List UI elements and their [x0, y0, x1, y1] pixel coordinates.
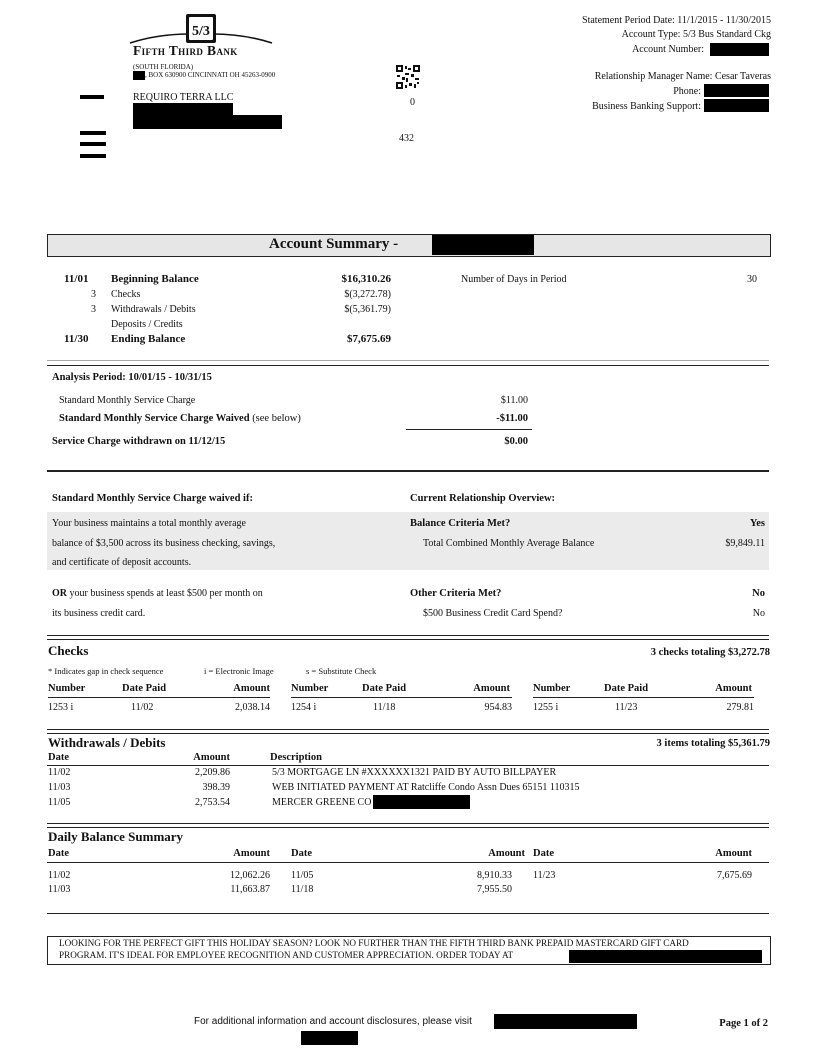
statement-period-label: Statement Period Date:	[582, 15, 675, 26]
smsc-label: Standard Monthly Service Charge	[59, 395, 196, 406]
phone-label: Phone:	[673, 86, 701, 97]
col-date: Date	[48, 848, 69, 859]
credit-spend-value: No	[752, 608, 765, 619]
waiver-title: Standard Monthly Service Charge waived if:	[52, 493, 253, 504]
days-label: Number of Days in Period	[461, 274, 567, 285]
days-value: 30	[747, 274, 757, 285]
daily-amount: 11,663.87	[230, 884, 270, 895]
col-amount: Amount	[193, 752, 230, 763]
col-date: Date	[291, 848, 312, 859]
summary-amount: $(5,361.79)	[344, 304, 391, 315]
withdrawal-desc: WEB INITIATED PAYMENT AT Ratcliffe Condo Assn Dues 65151 110315	[272, 782, 580, 793]
col-date: Date	[48, 752, 69, 763]
waiver-or-line	[52, 588, 263, 599]
summary-label: Withdrawals / Debits	[111, 304, 196, 315]
summary-amount: $(3,272.78)	[344, 289, 391, 300]
col-amount: Amount	[715, 683, 752, 694]
daily-amount: 8,910.33	[477, 870, 512, 881]
check-amount: 954.83	[484, 702, 512, 713]
col-number: Number	[291, 683, 329, 694]
bank-region: (SOUTH FLORIDA)	[133, 63, 194, 71]
waiver-text: its business credit card.	[52, 608, 146, 619]
withdrawal-amount: 398.39	[202, 782, 230, 793]
summary-date: 11/01	[64, 273, 89, 285]
divider	[47, 470, 769, 472]
withdrawal-amount: 2,209.86	[195, 767, 230, 778]
col-number: Number	[533, 683, 571, 694]
relationship-manager	[595, 71, 771, 82]
redaction	[432, 235, 534, 255]
withdrawal-date: 11/05	[48, 797, 71, 808]
account-type-value: 5/3 Bus Standard Ckg	[682, 29, 771, 40]
relationship-title: Current Relationship Overview:	[410, 493, 556, 504]
waiver-text: balance of $3,500 across its business checking, savings,	[52, 538, 276, 549]
divider	[533, 697, 754, 698]
col-amount: Amount	[488, 848, 525, 859]
check-date: 11/23	[615, 702, 638, 713]
statement-period-value: 11/1/2015 - 11/30/2015	[677, 15, 771, 26]
daily-amount: 12,062.26	[230, 870, 270, 881]
daily-date: 11/03	[48, 884, 71, 895]
check-number: 1254 i	[291, 702, 317, 713]
waiver-or: OR	[52, 588, 67, 599]
daily-date: 11/05	[291, 870, 314, 881]
summary-label: Checks	[111, 289, 141, 300]
check-number: 1253 i	[48, 702, 74, 713]
checks-title: Checks	[48, 643, 89, 658]
daily-amount: 7,675.69	[717, 870, 752, 881]
balance-criteria-value: Yes	[749, 518, 765, 529]
summary-label: Beginning Balance	[111, 273, 199, 285]
daily-date: 11/23	[533, 870, 556, 881]
waived-label: Standard Monthly Service Charge Waived	[59, 413, 250, 424]
mail-bar	[80, 142, 106, 146]
col-date: Date	[533, 848, 554, 859]
divider	[47, 913, 769, 914]
checks-legend: * Indicates gap in check sequence	[48, 666, 164, 676]
tcmab-value: $9,849.11	[725, 538, 765, 549]
divider	[47, 733, 769, 734]
bank-address: , BOX 630900 CINCINNATI OH 45263-0900	[145, 71, 276, 79]
redaction	[494, 1014, 637, 1029]
col-amount: Amount	[715, 848, 752, 859]
footer-disclosure: For additional information and account disclosures, please visit	[194, 1016, 472, 1027]
mail-bar	[80, 154, 106, 158]
col-number: Number	[48, 683, 86, 694]
waived-value: -$11.00	[496, 413, 528, 424]
divider	[47, 360, 769, 361]
divider	[47, 823, 769, 824]
waived-line	[59, 413, 301, 424]
divider	[406, 429, 532, 430]
divider	[291, 697, 512, 698]
daily-amount: 7,955.50	[477, 884, 512, 895]
summary-label: Deposits / Credits	[111, 319, 183, 330]
withdrawal-date: 11/02	[48, 767, 71, 778]
divider	[47, 635, 769, 636]
col-date-paid: Date Paid	[362, 683, 407, 694]
logo-text: 5/3	[192, 24, 210, 39]
qr-code-icon	[396, 65, 420, 89]
other-criteria-label: Other Criteria Met?	[410, 588, 502, 599]
daily-date: 11/18	[291, 884, 314, 895]
mail-bar	[80, 95, 104, 99]
check-number: 1255 i	[533, 702, 559, 713]
account-type	[622, 29, 771, 40]
daily-title: Daily Balance Summary	[48, 829, 184, 844]
summary-label: Ending Balance	[111, 333, 186, 345]
summary-title: Account Summary -	[269, 236, 399, 252]
bank-name: Fifth Third Bank	[133, 43, 238, 58]
col-amount: Amount	[233, 848, 270, 859]
col-description: Description	[270, 752, 322, 763]
rm-value: Cesar Taveras	[714, 71, 771, 82]
divider	[47, 862, 769, 863]
bank-logo-mark	[128, 12, 274, 46]
check-date: 11/02	[131, 702, 154, 713]
summary-date: 11/30	[64, 333, 89, 345]
customer-name: REQUIRO TERRA LLC	[133, 92, 234, 103]
redaction	[704, 99, 769, 112]
waiver-text: Your business maintains a total monthly average	[52, 518, 246, 529]
divider	[47, 365, 769, 366]
summary-count: 3	[91, 289, 96, 300]
check-date: 11/18	[373, 702, 396, 713]
checks-legend: i = Electronic Image	[204, 666, 274, 676]
mail-code: 0	[410, 97, 415, 108]
redaction	[710, 43, 769, 56]
waived-note: (see below)	[252, 413, 301, 424]
credit-spend-label: $500 Business Credit Card Spend?	[423, 608, 563, 619]
page-number: Page 1 of 2	[719, 1018, 768, 1029]
redaction	[133, 103, 233, 115]
col-amount: Amount	[473, 683, 510, 694]
divider	[47, 639, 769, 640]
summary-amount: $16,310.26	[341, 273, 391, 285]
redaction	[373, 795, 470, 809]
withdrawal-desc: 5/3 MORTGAGE LN #XXXXXX1321 PAID BY AUTO BILLPAYER	[272, 767, 557, 778]
summary-count: 3	[91, 304, 96, 315]
divider	[48, 697, 270, 698]
col-date-paid: Date Paid	[122, 683, 167, 694]
waiver-or-rest: your business spends at least $500 per month on	[67, 588, 263, 599]
withdrawn-value: $0.00	[504, 436, 528, 447]
redaction	[133, 115, 282, 129]
balance-criteria-label: Balance Criteria Met?	[410, 518, 511, 529]
redaction	[133, 71, 145, 80]
analysis-period: Analysis Period: 10/01/15 - 10/31/15	[52, 372, 212, 383]
divider	[47, 765, 769, 766]
promo-line: LOOKING FOR THE PERFECT GIFT THIS HOLIDAY SEASON? LOOK NO FURTHER THAN THE FIFTH THIRD BANK PREPAID MASTERCARD GIFT CARD	[59, 938, 689, 948]
withdrawal-amount: 2,753.54	[195, 797, 230, 808]
withdrawal-desc: MERCER GREENE CO	[272, 797, 372, 808]
mail-code: 432	[399, 133, 414, 144]
check-amount: 279.81	[726, 702, 754, 713]
account-number-label: Account Number:	[632, 44, 704, 55]
withdrawal-date: 11/03	[48, 782, 71, 793]
daily-date: 11/02	[48, 870, 71, 881]
rm-label: Relationship Manager Name:	[594, 71, 713, 82]
redaction	[301, 1031, 358, 1045]
summary-amount: $7,675.69	[347, 333, 391, 345]
smsc-value: $11.00	[500, 395, 528, 406]
mail-bar	[80, 131, 106, 135]
tcmab-label: Total Combined Monthly Average Balance	[423, 538, 595, 549]
redaction	[569, 950, 762, 963]
promo-line: PROGRAM. IT'S IDEAL FOR EMPLOYEE RECOGNITION AND CUSTOMER APPRECIATION. ORDER TODAY AT	[59, 950, 514, 960]
other-criteria-value: No	[752, 588, 765, 599]
waiver-text: and certificate of deposit accounts.	[52, 557, 192, 568]
summary-title-bar	[47, 234, 771, 257]
account-type-label: Account Type:	[621, 29, 681, 40]
col-date-paid: Date Paid	[604, 683, 649, 694]
check-amount: 2,038.14	[235, 702, 270, 713]
col-amount: Amount	[233, 683, 270, 694]
support-label: Business Banking Support:	[592, 101, 701, 112]
checks-total: 3 checks totaling $3,272.78	[650, 647, 770, 658]
checks-legend: s = Substitute Check	[306, 666, 377, 676]
divider	[47, 729, 769, 730]
redaction	[704, 84, 769, 97]
withdrawals-title: Withdrawals / Debits	[48, 735, 166, 750]
statement-period	[582, 15, 771, 26]
withdrawn-label: Service Charge withdrawn on 11/12/15	[52, 436, 226, 447]
withdrawals-total: 3 items totaling $5,361.79	[656, 738, 770, 749]
divider	[47, 827, 769, 828]
